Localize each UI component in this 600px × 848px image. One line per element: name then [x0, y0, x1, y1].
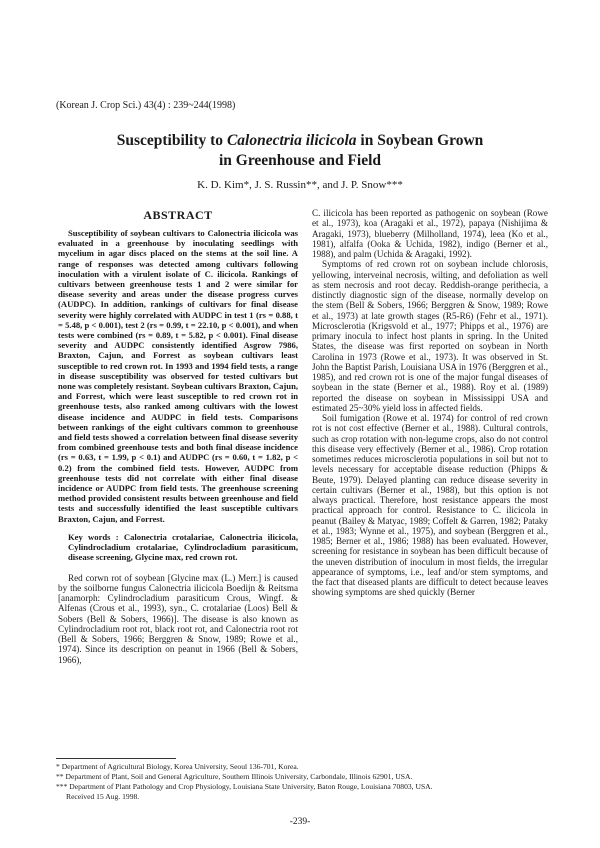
abstract-heading: ABSTRACT	[143, 208, 213, 222]
keywords: Key words : Calonectria crotalariae, Calonectria ilicicola, Cylindrocladium crotalariae, Cylindrocladium parasiticum, disease screening, Glycine max, red crown rot.	[68, 531, 298, 563]
body-paragraph: Soil fumigation (Rowe et al. 1974) for control of red crown rot is not cost effective (Berner et al., 1988). Cultural controls, such as crop rotation with non-legume crops, also do not control this disease very effectively (Berner et al., 1986). Crop rotation sometimes reduces microsclerotia populations in soil but not to levels necessary for acceptable disease reduction (Phipps & Beute, 1979). Delayed planting can reduce disease severity in certain cultivars (Berner et al., 1988), but this option is not always practical. Therefore, host resistance appears the most practical approach for control. Resistance to C. ilicicola in peanut (Bailey & Matyac, 1989; Coffelt & Garren, 1982; Pataky et al., 1983; Wynne et al., 1975), and soybean (Berggren et al., 1985; Berner et al., 1986; 1988) has been evaluated. However, screening for resistance in soybean has been difficult because of the uneven distribution of inoculum in most fields, the irregular appearance of symptoms, i.e., leaf and/or stem symptoms, and the fact that diseased plants are difficult to detect because leaves showing symptoms are shed quickly (Berner	[312, 413, 548, 598]
title-post: in Soybean Grown	[356, 132, 484, 149]
page-number: -239-	[289, 817, 311, 827]
title-line2: in Greenhouse and Field	[218, 152, 382, 169]
body-paragraph: Symptoms of red crown rot on soybean include chlorosis, yellowing, interveinal necrosis, wilting, and defoliation as well as stem necrosis and root decay. Reddish-orange perithecia, a distinctly diagnostic sign of the disease, normally develop on the stem (Bell & Sobers, 1966; Berggren & Snow, 1989; Rowe et al., 1973) at late growth stages (R5-R6) (Fehr et al., 1971). Microsclerotia (Krigsvold et al., 1977; Phipps et al., 1976) are primary inocula to infect host plants in spring. In the United States, the disease was first reported on soybean in North Carolina in 1973 (Rowe et al., 1973). It was observed in St. John the Baptist Parish, Louisiana USA in 1976 (Berggren et al., 1985), and red crown rot is one of the major fungal diseases of soybean in the state (Berner et al., 1988). Roy et al. (1989) reported the disease on soybean in Mississippi USA and estimated 25~30% yield loss in affected fields.	[312, 259, 548, 413]
footnote-rule	[56, 758, 176, 759]
abstract-text: Susceptibility of soybean cultivars to Calonectria ilicicola was evaluated in a greenhouse by inoculating seedlings with mycelium in agar discs placed on the stems at the soil line. A range of responses was detected among cultivars following inoculation with a virulent isolate of C. ilicicola. Rankings of cultivars between greenhouse tests 1 and 2 were similar for disease severity and areas under the disease progress curves (AUDPC). In addition, rankings of cultivars for final disease severity were highly correlated with AUDPC in test 1 (rs = 0.88, t = 5.48, p < 0.001), test 2 (rs = 0.99, t = 22.10, p < 0.001), and when tests were combined (rs = 0.89, t = 5.82, p < 0.001). Final disease severity and AUDPC consistently identified Asgrow 7986, Braxton, Cajun, and Forrest as soybean cultivars least susceptible to red crown rot. In 1993 and 1994 field tests, a range in disease susceptibility was observed for tested cultivars but none was completely resistant. Soybean cultivars Braxton, Cajun, and Forrest, which were least susceptible to red crown rot in greenhouse tests, also ranked among cultivars with the lowest disease incidence and AUDPC in field tests. Comparisons between rankings of the eight cultivars common to greenhouse and field tests showed a correlation between final disease severity from combined greenhouse tests and both final disease incidence (rs = 0.63, t = 1.99, p < 0.1) and AUDPC (rs = 0.60, t = 1.82, p < 0.2) from the combined field tests. However, AUDPC from greenhouse tests did not correlate with either final disease incidence or AUDPC from field tests. The greenhouse screening method provided consistent results between greenhouse and field tests and successfully identified the least susceptible cultivars Braxton, Cajun, and Forrest.	[58, 228, 298, 524]
author-list: K. D. Kim*, J. S. Russin**, and J. P. Snow***	[197, 179, 403, 191]
journal-reference: (Korean J. Crop Sci.) 43(4) : 239~244(1998)	[56, 100, 236, 111]
title-species: Calonectria ilicicola	[226, 132, 357, 149]
title-pre: Susceptibility to	[116, 132, 227, 149]
body-paragraph: Red corwn rot of soybean [Glycine max (L.) Merr.] is caused by the soilborne fungus Calonectria ilicicola Boedijn & Reitsma [anamorph: Cylindrocladium parasiticum Crous, Wingf. & Alfenas (Crous et al., 1993), syn., C. crotalariae (Loos) Bell & Sobers (Bell & Sobers, 1966)]. The disease is also known as Cylindrocladium root rot, black root rot, and Calonectria root rot (Bell & Sobers, 1966; Berggren & Snow, 1989; Rowe et al., 1974). Since its description on peanut in 1966 (Bell & Sobers, 1966),	[58, 572, 298, 665]
footnote: ** Department of Plant, Soil and General Agriculture, Southern Illinois University, Carbondale, Illinois 62901, USA.	[56, 772, 413, 781]
footnote: * Department of Agricultural Biology, Korea University, Seoul 136-701, Korea.	[56, 762, 299, 771]
left-column	[58, 208, 298, 665]
footnotes	[56, 762, 556, 802]
paper-title	[60, 131, 540, 171]
right-column	[312, 208, 548, 598]
body-paragraph: C. ilicicola has been reported as pathogenic on soybean (Rowe et al., 1973), koa (Aragaki et al., 1972), papaya (Nishijima & Aragaki, 1973), blueberry (Milholland, 1974), leea (Ko et al., 1981), alfalfa (Ooka & Uchida, 1982), indigo (Berner et al., 1988), and palm (Uchida & Aragaki, 1992).	[312, 208, 548, 259]
footnote: *** Department of Plant Pathology and Crop Physiology, Louisiana State University, Baton Rouge, Louisiana 70803, USA.	[56, 782, 433, 791]
footnote: Received 15 Aug. 1998.	[66, 792, 140, 801]
